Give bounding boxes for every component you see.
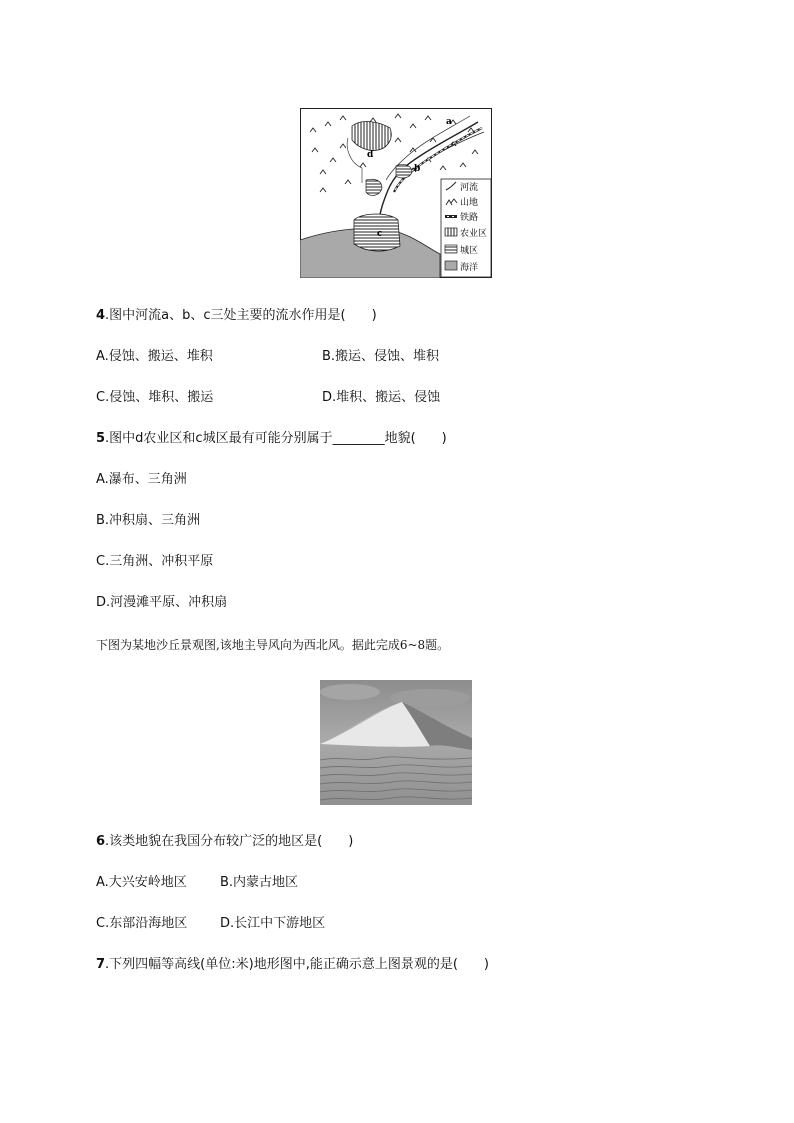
farmland-icon bbox=[445, 228, 457, 236]
q5-option-a: A.瀑布、三角洲 bbox=[96, 472, 187, 487]
q6-option-b: B.内蒙古地区 bbox=[220, 875, 299, 890]
question-6-number: 6 bbox=[96, 834, 106, 849]
question-5 bbox=[96, 431, 447, 447]
legend-river-label: 河流 bbox=[460, 183, 479, 193]
label-a: a bbox=[446, 117, 452, 127]
question-4-text: .图中河流a、b、c三处主要的流水作用是( ) bbox=[105, 308, 377, 323]
railway-icon bbox=[445, 215, 457, 218]
legend-railway-label: 铁路 bbox=[460, 213, 479, 223]
q6-option-c: C.东部沿海地区 bbox=[96, 916, 188, 931]
q5-option-b: B.冲积扇、三角洲 bbox=[96, 513, 201, 528]
q4-option-a: A.侵蚀、搬运、堆积 bbox=[96, 349, 213, 364]
map-legend bbox=[441, 179, 491, 277]
question-7-number: 7 bbox=[96, 957, 106, 972]
city-left bbox=[366, 179, 382, 195]
city-icon bbox=[445, 245, 457, 253]
legend-city-label: 城区 bbox=[460, 246, 479, 256]
q4-option-c: C.侵蚀、堆积、搬运 bbox=[96, 390, 214, 405]
question-5-text: .图中d农业区和c城区最有可能分别属于________地貌( ) bbox=[105, 431, 447, 446]
sand-dune-photo bbox=[320, 680, 472, 805]
q4-option-d: D.堆积、搬运、侵蚀 bbox=[322, 390, 441, 405]
label-b: b bbox=[414, 164, 421, 174]
legend-mountain-label: 山地 bbox=[460, 198, 479, 208]
question-4 bbox=[96, 308, 377, 324]
legend-ocean-label: 海洋 bbox=[460, 263, 479, 273]
legend-farmland-label: 农业区 bbox=[460, 229, 488, 239]
question-7-text: .下列四幅等高线(单位:米)地形图中,能正确示意上图景观的是( ) bbox=[105, 957, 489, 972]
question-6-text: .该类地貌在我国分布较广泛的地区是( ) bbox=[105, 834, 354, 849]
passage-intro: 下图为某地沙丘景观图,该地主导风向为西北风。据此完成6~8题。 bbox=[96, 638, 450, 652]
q5-option-c: C.三角洲、冲积平原 bbox=[96, 554, 214, 569]
ocean-icon bbox=[445, 261, 457, 270]
question-6 bbox=[96, 834, 353, 850]
q6-option-d: D.长江中下游地区 bbox=[220, 916, 326, 931]
label-c: c bbox=[377, 229, 383, 239]
q6-option-a: A.大兴安岭地区 bbox=[96, 875, 187, 890]
city-b bbox=[396, 164, 412, 178]
question-5-number: 5 bbox=[96, 431, 106, 446]
question-7 bbox=[96, 957, 489, 973]
question-4-number: 4 bbox=[96, 308, 106, 323]
q4-option-b: B.搬运、侵蚀、堆积 bbox=[322, 349, 440, 364]
q5-option-d: D.河漫滩平原、冲积扇 bbox=[96, 595, 228, 610]
river-landform-map bbox=[300, 108, 492, 278]
label-d: d bbox=[367, 150, 374, 160]
